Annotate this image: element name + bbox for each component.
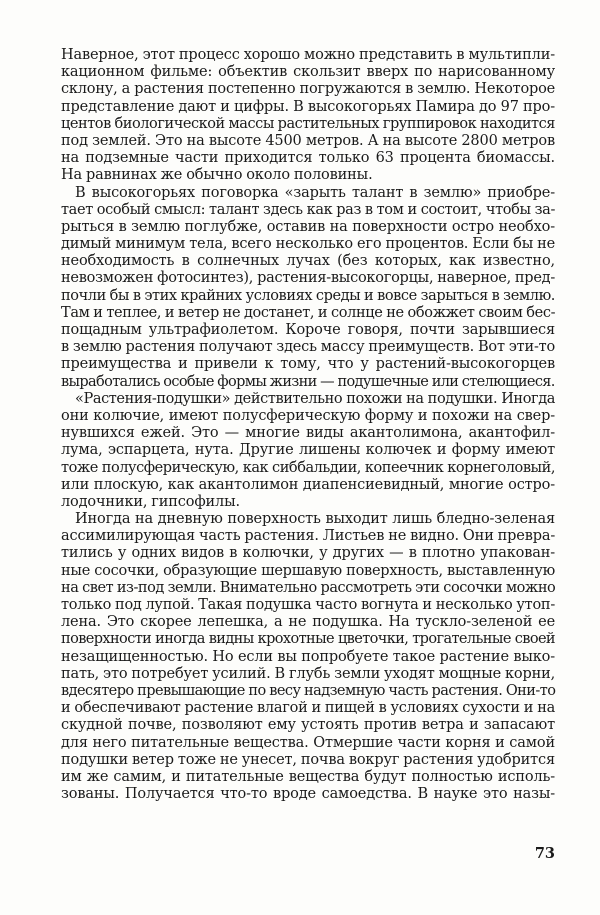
text-line: лена. Это скорее лепешка, а не подушка. На тускло-зеленой ее (61, 614, 555, 631)
text-line: под землей. Это на высоте 4500 метров. А на высоте 2800 метров (61, 132, 555, 149)
text-line: только под лупой. Такая подушка часто вогнута и несколько утоп- (61, 597, 555, 613)
text-line: для него питательные вещества. Отмершие части корня и самой (61, 734, 555, 751)
text-line: Там и теплее, и ветер не достанет, и солнце не обожжет своим бес- (61, 304, 556, 321)
text-line: им же самим, и питательные вещества будут полностью исполь- (61, 768, 555, 785)
text-line: Наверное, этот процесс хорошо можно представить в мультипли- (61, 47, 555, 63)
text-line: они колючие, имеют полусферическую форму и похожи на свер- (61, 407, 555, 424)
text-line: подушки ветер тоже не унесет, почва вокруг растения удобрится (61, 751, 555, 768)
text-line: зованы. Получается что-то вроде самоедства. В науке это назы- (61, 786, 555, 803)
text-line: в землю растения получают здесь массу преимуществ. Вот эти-то (61, 339, 555, 356)
text-line: невозможен фотосинтез), растения-высокогорцы, наверное, пред- (61, 270, 555, 287)
text-line: На равнинах же обычно около половины. (61, 167, 373, 184)
text-line: или плоскую, как акантолимон диапенсиевидный, многие остро- (61, 476, 555, 493)
text-line: центов биологической массы растительных группировок находится (61, 115, 555, 132)
page-number: 73 (534, 845, 555, 862)
text-line: ные сосочки, образующие шершавую поверхность, выставленную (61, 562, 555, 579)
text-line: необходимость в солнечных лучах (без которых, как известно, (61, 253, 555, 270)
text-line: преимущества и привели к тому, что у растений-высокогорцев (61, 356, 555, 373)
text-line: нувшихся ежей. Это — многие виды акантолимона, акантофил- (61, 425, 555, 442)
text-line: и обеспечивают растение влагой и пищей в условиях сухости и на (61, 700, 555, 717)
text-line: вдесятеро превышающие по весу надземную часть растения. Они-то (61, 682, 556, 699)
body-text (61, 47, 555, 803)
text-line: Иногда на дневную поверхность выходит лишь бледно-зеленая (75, 511, 555, 528)
text-line: склону, а растения постепенно погружаются в землю. Некоторое (61, 81, 555, 98)
text-line: поверхности иногда видны крохотные цветочки, трогательные своей (61, 631, 555, 648)
text-line: почли бы в этих крайних условиях среды и вовсе зарыться в землю. (61, 287, 555, 304)
text-line: пать, это потребует усилий. В глубь земли уходят мощные корни, (61, 665, 556, 682)
text-line: на подземные части приходится только 63 процента биомассы. (61, 150, 555, 167)
text-line: лодочники, гипсофилы. (61, 493, 240, 510)
text-line: скудной почве, позволяют ему устоять против ветра и запасают (61, 717, 555, 734)
text-line: незащищенностью. Но если вы попробуете такое растение выко- (61, 648, 555, 665)
text-line: выработались особые формы жизни — подушечные или стелющиеся. (61, 373, 555, 390)
text-line: представление дают и цифры. В высокогорьях Памира до 97 про- (61, 98, 555, 115)
text-line: лума, эспарцета, нута. Другие лишены колючек и форму имеют (61, 442, 555, 459)
text-line: тает особый смысл: талант здесь как раз в том и состоит, чтобы за- (61, 201, 555, 218)
text-line: димый минимум тела, всего несколько его процентов. Если бы не (61, 236, 555, 253)
text-line: пощадным ультрафиолетом. Короче говоря, почти зарывшиеся (61, 322, 555, 338)
text-line: кационном фильме: объектив скользит вверх по нарисованному (61, 64, 555, 81)
text-line: В высокогорьях поговорка «зарыть талант в землю» приобре- (75, 184, 555, 201)
text-line: «Растения-подушки» действительно похожи на подушки. Иногда (75, 390, 555, 407)
text-line: рыться в землю поглубже, оставив на поверхности остро необхо- (61, 218, 555, 235)
text-line: на свет из-под земли. Внимательно рассмотреть эти сосочки можно (61, 579, 556, 596)
text-line: ассимилирующая часть растения. Листьев не видно. Они превра- (61, 528, 556, 545)
text-line: тоже полусферическую, как сиббальдии, копеечник корнеголовый, (61, 459, 555, 476)
text-line: тились у одних видов в колючки, у других — в плотно упакован- (61, 545, 555, 562)
